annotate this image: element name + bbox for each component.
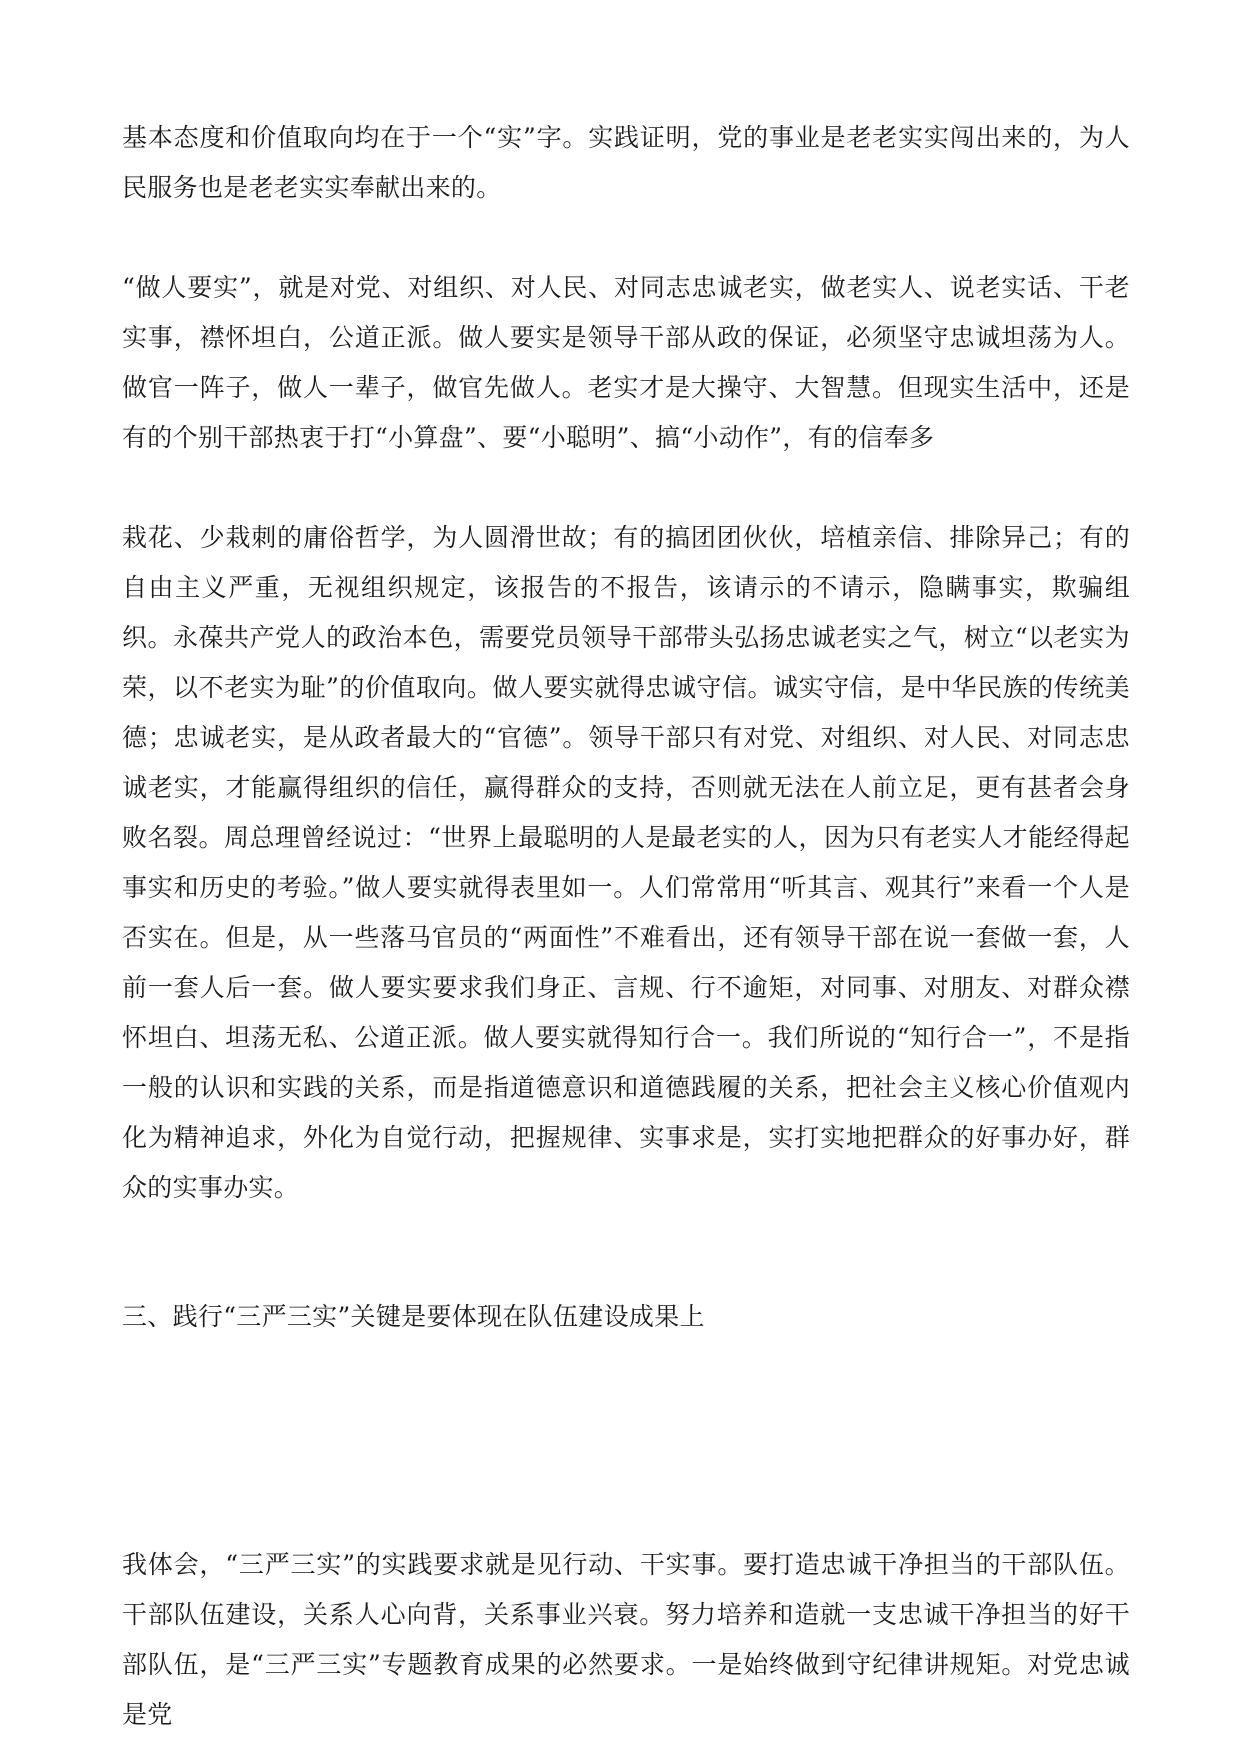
paragraph-4: 我体会，“三严三实”的实践要求就是见行动、干实事。要打造忠诚干净担当的干部队伍。干部队伍建设，关系人心向背，关系事业兴衰。努力培养和造就一支忠诚干净担当的好干部队伍，是“三严三实”专题教育成果的必然要求。一是始终做到守纪律讲规矩。对党忠诚是党 — [122, 1550, 1130, 1729]
section-heading: 三、践行“三严三实”关键是要体现在队伍建设成果上 — [122, 1302, 705, 1331]
paragraph-2: “做人要实”，就是对党、对组织、对人民、对同志忠诚老实，做老实人、说老实话、干老实事，襟怀坦白，公道正派。做人要实是领导干部从政的保证，必须坚守忠诚坦荡为人。做官一阵子，做人一辈子，做官先做人。老实才是大操守、大智慧。但现实生活中，还是有的个别干部热衷于打“小算盘”、要“小聪明”、搞“小动作”，有的信奉多 — [122, 273, 1130, 452]
paragraph-1: 基本态度和价值取向均在于一个“实”字。实践证明，党的事业是老老实实闯出来的，为人民服务也是老老实实奉献出来的。 — [122, 123, 1130, 202]
paragraph-3: 栽花、少栽刺的庸俗哲学，为人圆滑世故；有的搞团团伙伙，培植亲信、排除异己；有的自由主义严重，无视组织规定，该报告的不报告，该请示的不请示，隐瞒事实，欺骗组织。永葆共产党人的政治本色，需要党员领导干部带头弘扬忠诚老实之气，树立“以老实为荣，以不老实为耻”的价值取向。做人要实就得忠诚守信。诚实守信，是中华民族的传统美德；忠诚老实，是从政者最大的“官德”。领导干部只有对党、对组织、对人民、对同志忠诚老实，才能赢得组织的信任，赢得群众的支持，否则就无法在人前立足，更有甚者会身败名裂。周总理曾经说过：“世界上最聪明的人是最老实的人，因为只有老实人才能经得起事实和历史的考验。”做人要实就得表里如一。人们常常用“听其言、观其行”来看一个人是否实在。但是，从一些落马官员的“两面性”不难看出，还有领导干部在说一套做一套，人前一套人后一套。做人要实要求我们身正、言规、行不逾矩，对同事、对朋友、对群众襟怀坦白、坦荡无私、公道正派。做人要实就得知行合一。我们所说的“知行合一”，不是指一般的认识和实践的关系，而是指道德意识和道德践履的关系，把社会主义核心价值观内化为精神追求，外化为自觉行动，把握规律、实事求是，实打实地把群众的好事办好，群众的实事办实。 — [122, 523, 1130, 1202]
